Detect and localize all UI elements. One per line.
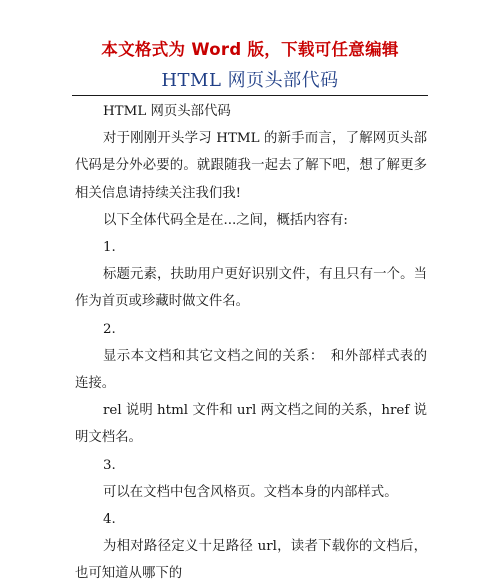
word-format-banner: 本文格式为 Word 版，下载可任意编辑 — [101, 40, 399, 59]
paragraph: 以下全体代码全是在...之间，概括内容有: — [103, 212, 348, 228]
paragraph: rel 说明 html 文件和 url 两文档之间的关系，href 说明文档名。 — [75, 403, 427, 446]
list-number: 1. — [103, 240, 116, 256]
list-number: 2. — [103, 321, 116, 337]
paragraph: HTML 网页头部代码 — [103, 104, 231, 119]
paragraph: 对于刚刚开头学习 HTML 的新手而言，了解网页头部代码是分外必要的。就跟随我一起去了解下吧，想了解更多相关信息请持续关注我们我! — [75, 131, 427, 201]
list-number: 3. — [103, 457, 116, 473]
page-title: HTML 网页头部代码 — [161, 70, 339, 91]
paragraph: 显示本文档和其它文档之间的关系： 和外部样式表的连接。 — [75, 348, 427, 392]
list-number: 4. — [103, 512, 116, 528]
paragraph: 标题元素，扶助用户更好识别文件，有且只有一个。当作为首页或珍藏时做文件名。 — [75, 267, 427, 310]
paragraph: 可以在文档中包含风格页。文档本身的内部样式。 — [103, 484, 398, 500]
paragraph: 为相对路径定义十足路径 url，读者下载你的文档后，也可知道从哪下的 — [75, 539, 427, 582]
title-divider — [72, 95, 428, 96]
document-body — [75, 98, 427, 588]
